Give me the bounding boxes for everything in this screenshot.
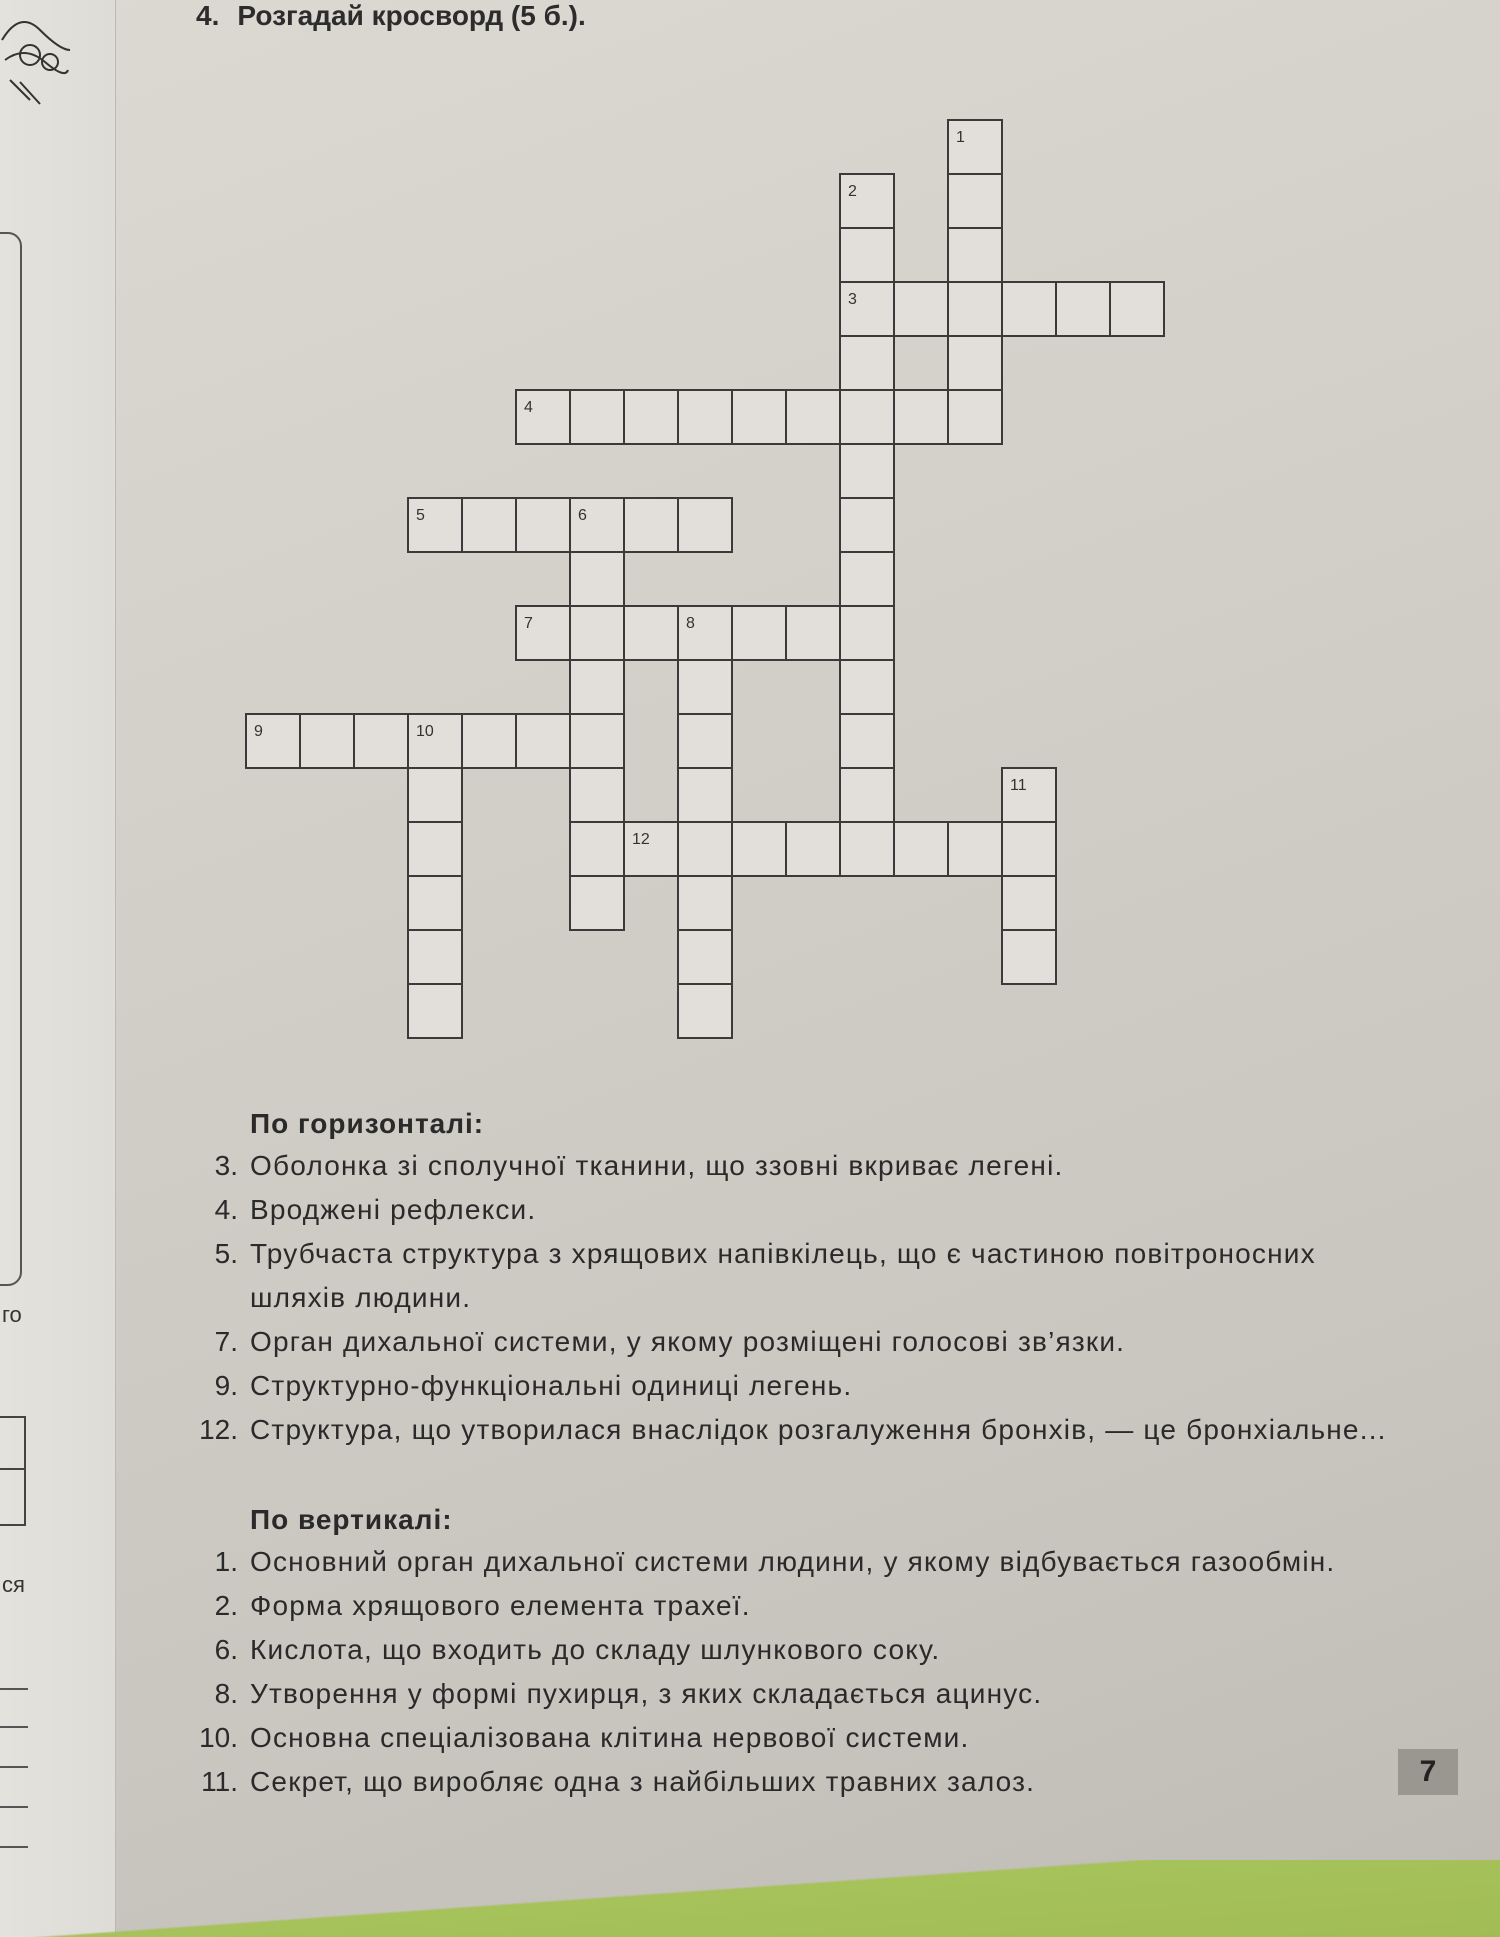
crossword-cell[interactable] <box>948 174 1002 228</box>
crossword-cell[interactable] <box>840 552 894 606</box>
crossword-cell[interactable] <box>948 390 1002 444</box>
crossword-cell[interactable] <box>840 606 894 660</box>
table-surface-edge <box>0 1860 1500 1937</box>
crossword-cell[interactable] <box>840 498 894 552</box>
left-answer-line <box>0 1846 28 1848</box>
crossword-cell[interactable] <box>840 768 894 822</box>
clue-number-2: 2 <box>848 183 857 200</box>
page-number: 7 <box>1398 1749 1458 1795</box>
crossword-cell[interactable] <box>678 822 732 876</box>
crossword-cell[interactable] <box>732 390 786 444</box>
crossword-cell[interactable] <box>624 606 678 660</box>
crossword-cell[interactable] <box>1002 822 1056 876</box>
clue-number-12: 12 <box>632 831 650 848</box>
crossword-cell[interactable] <box>354 714 408 768</box>
left-answer-line <box>0 1726 28 1728</box>
down-clue-6: 6. Кислота, що входить до складу шлункового соку. <box>214 1634 941 1665</box>
down-clue-10: 10. Основна спеціалізована клітина нервової системи. <box>199 1722 970 1753</box>
left-answer-line <box>0 1688 28 1690</box>
crossword-cell[interactable] <box>570 714 624 768</box>
crossword-cell[interactable] <box>408 876 462 930</box>
crossword-cell[interactable] <box>570 768 624 822</box>
crossword-cell[interactable] <box>516 498 570 552</box>
clue-number-1: 1 <box>956 129 965 146</box>
crossword-cell[interactable] <box>840 822 894 876</box>
crossword-cell[interactable] <box>786 606 840 660</box>
across-clue-12: 12. Структура, що утворилася внаслідок розгалуження бронхів, — це бронхіальне... <box>199 1414 1387 1445</box>
crossword-cell[interactable] <box>408 822 462 876</box>
left-table-fragment <box>0 1416 26 1526</box>
crossword-cell[interactable] <box>300 714 354 768</box>
task-title-text: Розгадай кросворд (5 б.). <box>237 0 586 31</box>
crossword-cell[interactable] <box>678 984 732 1038</box>
crossword-cell[interactable] <box>516 714 570 768</box>
down-clue-8: 8. Утворення у формі пухирця, з яких складається ацинус. <box>214 1678 1043 1709</box>
crossword-cell[interactable] <box>408 984 462 1038</box>
task-number: 4. <box>196 0 220 31</box>
crossword-cell[interactable] <box>894 822 948 876</box>
across-clues <box>199 1108 1450 1452</box>
clue-number-6: 6 <box>578 507 587 524</box>
crossword-cell[interactable] <box>1002 282 1056 336</box>
crossword-cell[interactable] <box>408 768 462 822</box>
crossword-cell[interactable] <box>948 822 1002 876</box>
crossword-cell[interactable] <box>840 336 894 390</box>
crossword-cell[interactable] <box>894 282 948 336</box>
crossword-cell[interactable] <box>786 390 840 444</box>
across-clue-5: 5. Трубчаста структура з хрящових напівкілець, що є частиною повітроносних <box>214 1238 1316 1269</box>
clue-number-11: 11 <box>1010 777 1027 794</box>
across-heading: По горизонталі: <box>250 1108 485 1139</box>
left-text-fragment: го <box>2 1302 22 1327</box>
down-clue-1: 1. Основний орган дихальної системи людини, у якому відбувається газообмін. <box>214 1546 1336 1577</box>
clue-number-10: 10 <box>416 723 434 740</box>
clue-number-4: 4 <box>524 399 533 416</box>
clue-number-3: 3 <box>848 291 857 308</box>
crossword-cell[interactable] <box>786 822 840 876</box>
left-answer-line <box>0 1806 28 1808</box>
crossword-cell[interactable] <box>462 498 516 552</box>
crossword-cell[interactable] <box>570 390 624 444</box>
crossword-cell[interactable] <box>1056 282 1110 336</box>
crossword-cell[interactable] <box>840 228 894 282</box>
crossword-cell[interactable] <box>678 876 732 930</box>
crossword-cell[interactable] <box>732 822 786 876</box>
crossword-cell[interactable] <box>948 228 1002 282</box>
crossword-cell[interactable] <box>570 822 624 876</box>
down-heading: По вертикалі: <box>250 1504 453 1535</box>
crossword-cell[interactable] <box>570 552 624 606</box>
clue-number-7: 7 <box>524 615 533 632</box>
left-text-fragment: ся <box>2 1572 25 1597</box>
crossword-cell[interactable] <box>1002 876 1056 930</box>
across-clue-3: 3. Оболонка зі сполучної тканини, що ззовні вкриває легені. <box>214 1150 1064 1181</box>
across-clue-9: 9. Структурно-функціональні одиниці легень. <box>214 1370 853 1401</box>
crossword-cell[interactable] <box>732 606 786 660</box>
crossword-cell[interactable] <box>894 390 948 444</box>
left-answer-line <box>0 1766 28 1768</box>
crossword-cell[interactable] <box>1002 930 1056 984</box>
across-clue-5-continued: шляхів людини. <box>250 1282 472 1313</box>
clue-number-9: 9 <box>254 723 263 740</box>
across-clue-7: 7. Орган дихальної системи, у якому розміщені голосові зв’язки. <box>214 1326 1126 1357</box>
crossword-cell[interactable] <box>840 444 894 498</box>
crossword-cell[interactable] <box>570 606 624 660</box>
crossword-cell[interactable] <box>570 660 624 714</box>
crossword-cell[interactable] <box>678 660 732 714</box>
crossword-cell[interactable] <box>462 714 516 768</box>
crossword-cell[interactable] <box>624 498 678 552</box>
crossword-cell[interactable] <box>840 660 894 714</box>
crossword-cell[interactable] <box>678 714 732 768</box>
crossword-cell[interactable] <box>678 930 732 984</box>
crossword-cell[interactable] <box>570 876 624 930</box>
crossword-cell[interactable] <box>678 498 732 552</box>
crossword-cell[interactable] <box>678 768 732 822</box>
clue-number-8: 8 <box>686 615 695 632</box>
across-clue-4: 4. Вроджені рефлекси. <box>214 1194 537 1225</box>
down-clue-11: 11. Секрет, що виробляє одна з найбільших травних залоз. <box>201 1766 1036 1797</box>
crossword-cell[interactable] <box>1110 282 1164 336</box>
down-clues <box>199 1504 1450 1804</box>
crossword-cell[interactable] <box>408 930 462 984</box>
crossword-cell[interactable] <box>948 336 1002 390</box>
crossword-cell[interactable] <box>840 714 894 768</box>
down-clue-2: 2. Форма хрящового елемента трахеї. <box>214 1590 751 1621</box>
clue-number-5: 5 <box>416 507 425 524</box>
crossword-cell[interactable] <box>948 282 1002 336</box>
crossword-cell[interactable] <box>840 390 894 444</box>
crossword-cell[interactable] <box>624 390 678 444</box>
crossword-cell[interactable] <box>678 390 732 444</box>
